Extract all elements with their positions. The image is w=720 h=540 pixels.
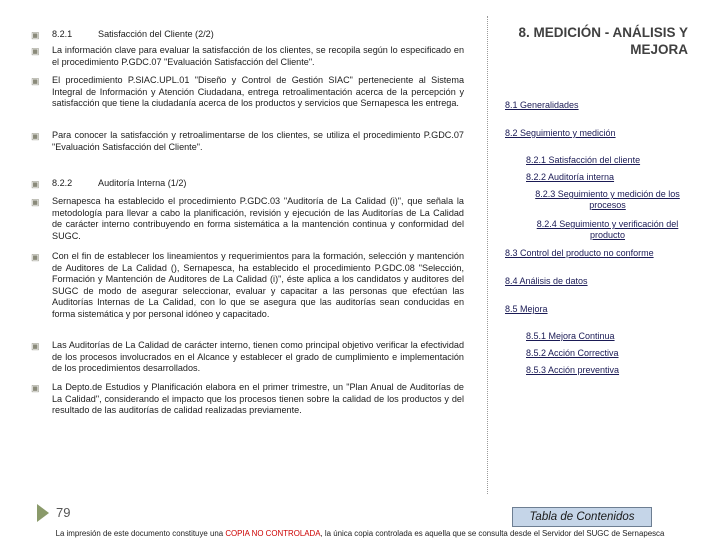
nav-link-8-3[interactable]: 8.3 Control del producto no conforme [505,248,654,258]
paragraph: El procedimiento P.SIAC.UPL.01 "Diseño y Control de Gestión SIAC" perteneciente al Sistema Integral de Información y Atención Ciudadana, entrega retroalimentación acerca de la percepción y satisfacción que tiene la ciudadanía acerca de los productos y servicios que Sernapesca les entrega. [52,75,464,109]
page-number: 79 [56,505,71,520]
nav-link-8-2-3[interactable]: 8.2.3 Seguimiento y medición de los procesos [535,189,680,210]
bullet-icon: ▣ [31,383,40,393]
nav-link-8-2-2[interactable]: 8.2.2 Auditoría interna [526,172,615,182]
footer-text: , la única copia controlada es aquella que se consulta desde el Servidor del SUGC de Sernapesca [320,529,665,538]
nav-link-8-2-1[interactable]: 8.2.1 Satisfacción del cliente [526,155,641,165]
footer-notice [0,529,720,538]
nav-link-8-5[interactable]: 8.5 Mejora [505,304,548,314]
bullet-icon: ▣ [31,197,40,207]
section-heading-8-2-1 [52,29,464,41]
column-divider [487,16,488,494]
bullet-icon: ▣ [31,131,40,141]
nav-link-8-5-3[interactable]: 8.5.3 Acción preventiva [526,365,620,375]
paragraph: La información clave para evaluar la satisfacción de los clientes, se recopila según lo especificado en el procedimiento P.GDC.07 "Evaluación Satisfacción del Cliente". [52,45,464,67]
bullet-icon: ▣ [31,179,40,189]
footer-text: La impresión de este documento constituye una [55,529,226,538]
paragraph: Las Auditorías de La Calidad de carácter interno, tienen como principal objetivo verificar la efectividad de los procesos involucrados en el Alcance y establecer el grado de cumplimiento e implementación de los procedimientos desarrollados. [52,340,464,374]
bullet-icon: ▣ [31,46,40,56]
section-number: 8.2.1 [52,29,73,39]
nav-link-8-5-2[interactable]: 8.5.2 Acción Correctiva [526,348,619,358]
section-heading-8-2-2 [52,178,464,190]
chapter-title: 8. MEDICIÓN - ANÁLISIS Y MEJORA [518,25,688,57]
section-title: Satisfacción del Cliente (2/2) [98,29,214,39]
bullet-icon: ▣ [31,76,40,86]
paragraph: La Depto.de Estudios y Planificación elabora en el primer trimestre, un "Plan Anual de Auditorías de La Calidad", considerando el impacto que los procesos tienen sobre la calidad de los productos y del resultado de las auditorías de calidad realizadas previamente. [52,382,464,416]
section-title: Auditoría Interna (1/2) [98,178,187,188]
bullet-icon: ▣ [31,252,40,262]
nav-link-8-1[interactable]: 8.1 Generalidades [505,100,579,110]
bullet-icon: ▣ [31,30,40,40]
nav-link-8-2-4[interactable]: 8.2.4 Seguimiento y verificación del producto [536,219,679,240]
section-number: 8.2.2 [52,178,73,188]
paragraph: Con el fin de establecer los lineamientos y requerimientos para la formación, selección y mantención de Auditores de La Calidad (), Sernapesca, ha establecido el procedimiento P.GDC.08 "Selección, Formación y Mantención de Auditores de La Calidad (i)", éste aplica a los candidatos y auditores del SUGC de modo de asegurar seleccionar, evaluar y capacitar a las personas que efectúan las Auditorías Internas de La Calidad, con lo que se asegura que las auditorías sean conducidas en forma sistemática y por personal idóneo y capacitado. [52,251,464,319]
paragraph: Para conocer la satisfacción y retroalimentarse de los clientes, se utiliza el procedimiento P.GDC.07 "Evaluación Satisfacción del Cliente". [52,130,464,152]
paragraph: Sernapesca ha establecido el procedimiento P.GDC.03 "Auditoría de La Calidad (i)", que señala la metodología para llevar a cabo la planificación, revisión y ejecución de las Auditorías de La Calidad de carácter interno contribuyendo en forma sistemática a la mantención continua y conformidad del SUGC. [52,196,464,241]
nav-link-8-5-1[interactable]: 8.5.1 Mejora Continua [526,331,615,341]
play-arrow-icon [36,503,50,523]
table-of-contents-button[interactable]: Tabla de Contenidos [512,507,652,527]
nav-link-8-4[interactable]: 8.4 Análisis de datos [505,276,588,286]
nav-link-8-2[interactable]: 8.2 Seguimiento y medición [505,128,616,138]
bullet-icon: ▣ [31,341,40,351]
footer-highlight: COPIA NO CONTROLADA [225,529,321,538]
